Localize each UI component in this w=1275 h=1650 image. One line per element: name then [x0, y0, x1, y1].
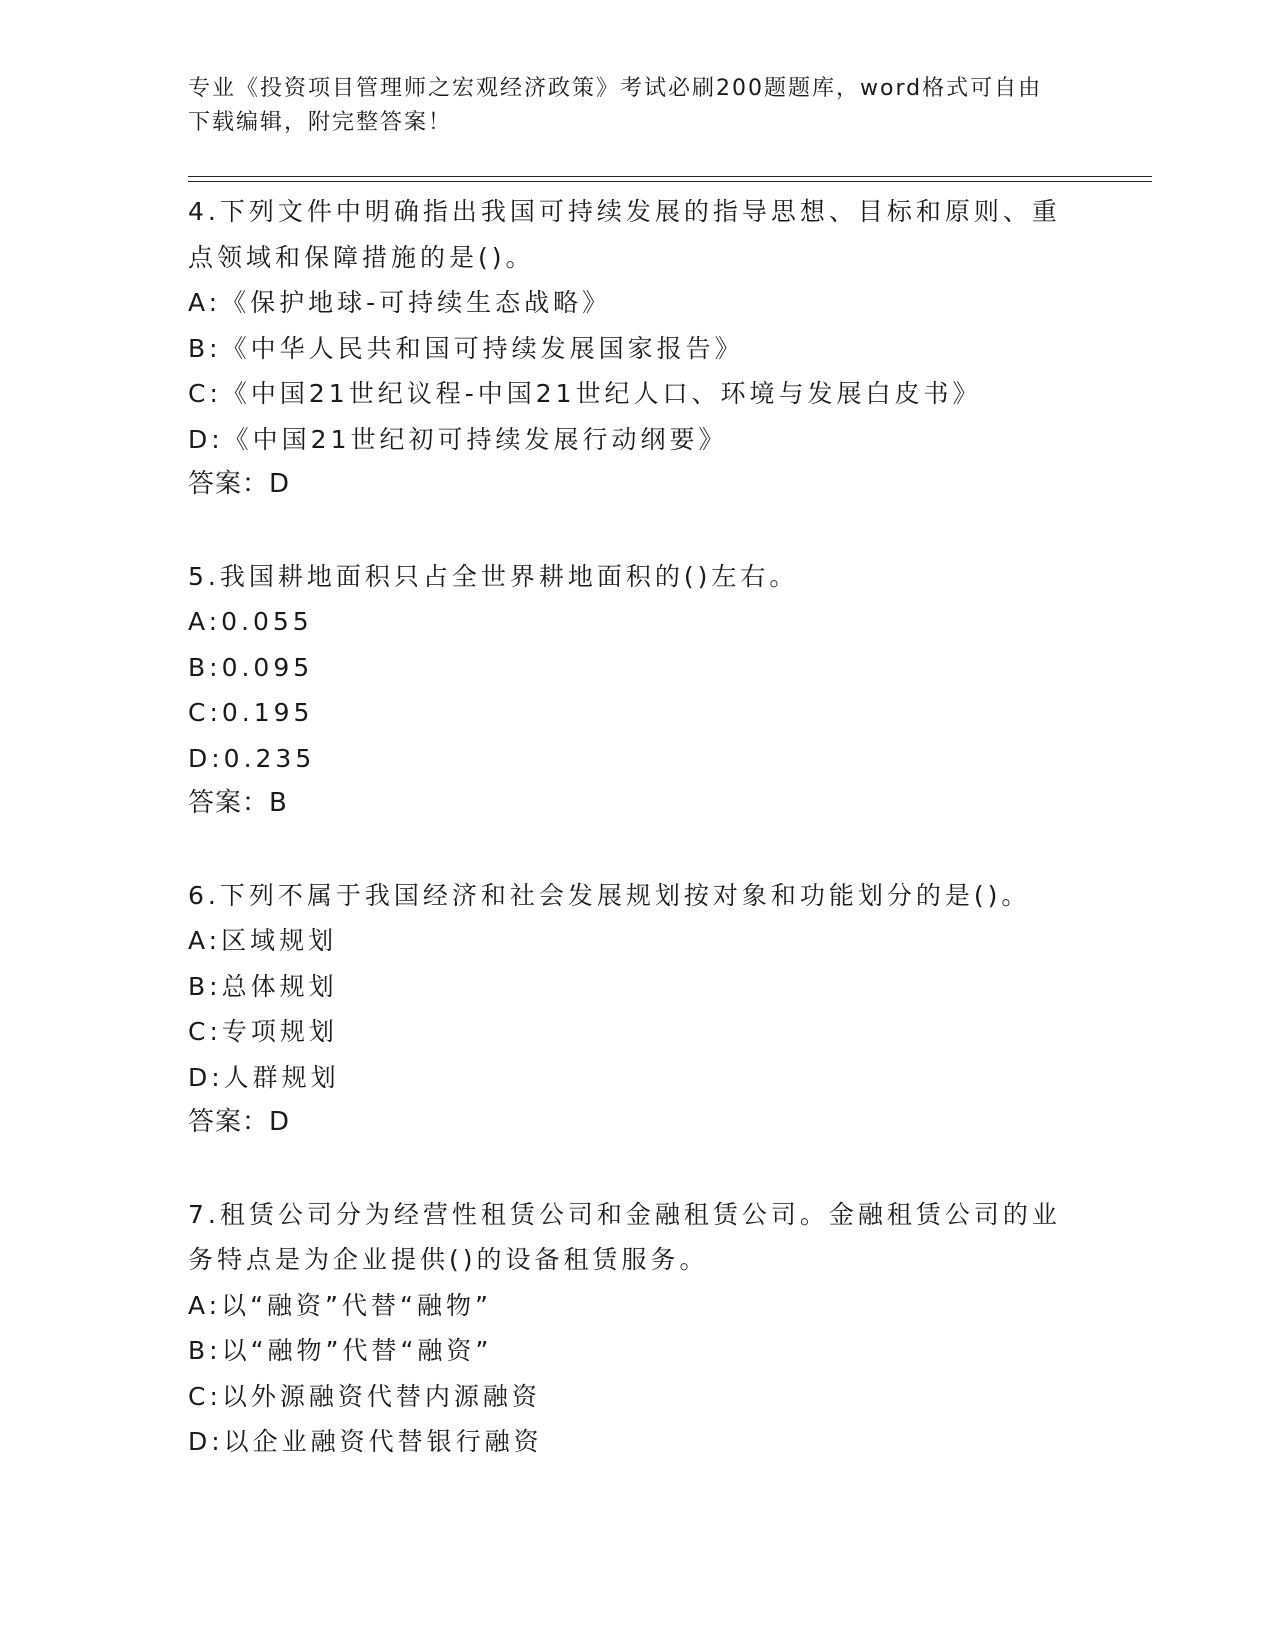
- question-stem-line: 4.下列文件中明确指出我国可持续发展的指导思想、目标和原则、重: [188, 197, 1061, 226]
- spacer: [188, 827, 1088, 873]
- option-d: D:以企业融资代替银行融资: [188, 1427, 543, 1456]
- answer-label: 答案：D: [188, 469, 291, 499]
- header-divider-top: [188, 176, 1152, 177]
- question-6: [188, 873, 1088, 1146]
- option-c: C:专项规划: [188, 1017, 338, 1046]
- header-line-1: 专业《投资项目管理师之宏观经济政策》考试必刷200题题库，word格式可自由: [188, 76, 1043, 101]
- question-stem-line: 7.租赁公司分为经营性租赁公司和金融租赁公司。金融租赁公司的业: [188, 1199, 1061, 1229]
- option-d: D:人群规划: [188, 1062, 340, 1092]
- option-b: B:以“融物”代替“融资”: [188, 1336, 493, 1365]
- answer-label: 答案：B: [188, 788, 288, 818]
- question-stem-line: 6.下列不属于我国经济和社会发展规划按对象和功能划分的是()。: [188, 880, 1031, 910]
- option-d: D:0.235: [188, 743, 316, 773]
- question-stem-line: 务特点是为企业提供()的设备租赁服务。: [188, 1245, 709, 1274]
- option-d: D:《中国21世纪初可持续发展行动纲要》: [188, 424, 728, 454]
- option-c: C:以外源融资代替内源融资: [188, 1381, 541, 1411]
- option-b: B:总体规划: [188, 971, 338, 1001]
- question-stem-line: 点领域和保障措施的是()。: [188, 242, 535, 272]
- option-a: A:以“融资”代替“融物”: [188, 1290, 492, 1320]
- header-line-2: 下载编辑，附完整答案！: [188, 110, 453, 135]
- option-a: A:区域规划: [188, 926, 338, 955]
- option-a: A:0.055: [188, 607, 313, 636]
- answer-label: 答案：D: [188, 1107, 291, 1137]
- option-a: A:《保护地球-可持续生态战略》: [188, 288, 612, 317]
- option-c: C:《中国21世纪议程-中国21世纪人口、环境与发展白皮书》: [188, 379, 982, 408]
- spacer: [188, 508, 1088, 554]
- question-4: [188, 189, 1088, 508]
- option-b: B:《中华人民共和国可持续发展国家报告》: [188, 333, 744, 363]
- option-b: B:0.095: [188, 652, 314, 682]
- question-stem-line: 5.我国耕地面积只占全世界耕地面积的()左右。: [188, 561, 799, 591]
- spacer: [188, 1146, 1088, 1192]
- document-header: [188, 72, 1088, 140]
- option-c: C:0.195: [188, 698, 314, 727]
- question-list: [188, 189, 1088, 1465]
- question-5: [188, 554, 1088, 827]
- header-divider-bottom: [188, 181, 1152, 182]
- question-7: [188, 1192, 1088, 1465]
